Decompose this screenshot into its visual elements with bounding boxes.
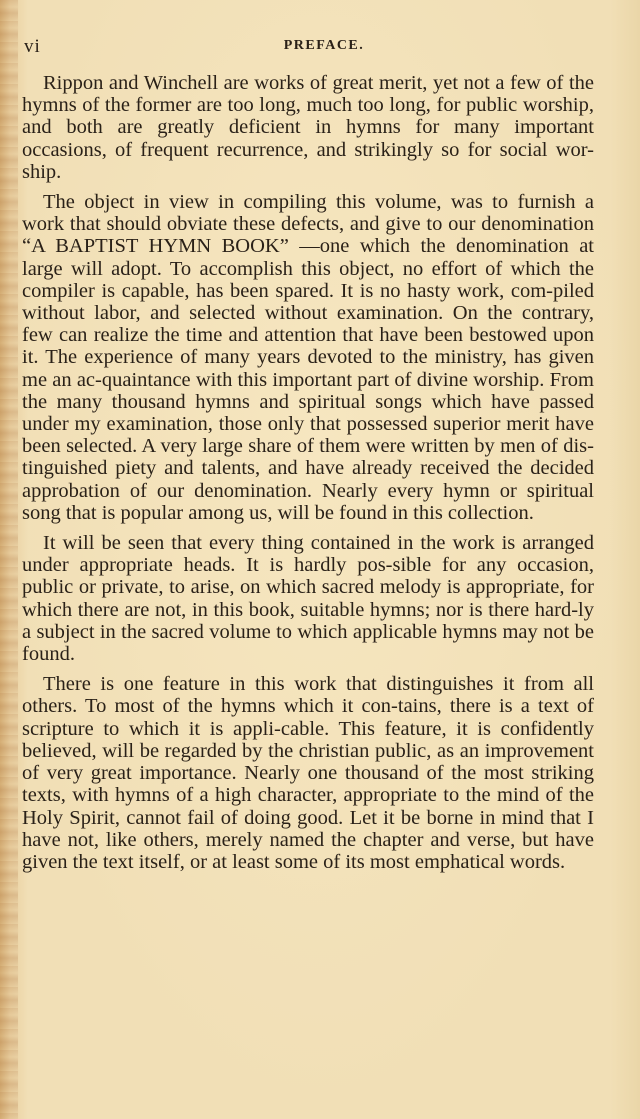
- page-header: [24, 36, 624, 60]
- preface-body: [22, 72, 594, 881]
- page-edge-stain: [0, 0, 18, 1119]
- paragraph-2: The object in view in compiling this volume, was to furnish a work that should obviate these defects, and give to our denomination “A BAPTIST HYMN BOOK” —one which the denomination at large will adopt. To accomplish this object, no effort of which the compiler is capable, has been spared. It is no hasty work, com-piled without labor, and selected without examination. On the contrary, few can realize the time and attention that have been bestowed upon it. The experience of many years devoted to the ministry, has given me an ac-quaintance with this important part of divine worship. From the many thousand hymns and spiritual songs which have passed under my examination, those only that possessed superior merit have been selected. A very large share of them were written by men of dis-tinguished piety and talents, and have already received the decided approbation of our denomination. Nearly every hymn or spiritual song that is popular among us, will be found in this collection.: [22, 191, 594, 524]
- paragraph-3: It will be seen that every thing contained in the work is arranged under appropriate heads. It is hardly pos-sible for any occasion, public or private, to arise, on which sacred melody is appropriate, for which there are not, in this book, suitable hymns; nor is there hard-ly a subject in the sacred volume to which applicable hymns may not be found.: [22, 532, 594, 666]
- running-head: PREFACE.: [283, 38, 365, 53]
- paragraph-1: Rippon and Winchell are works of great merit, yet not a few of the hymns of the former are too long, much too long, for public worship, and both are greatly deficient in hymns for many important occasions, of frequent recurrence, and strikingly so for social wor-ship.: [22, 72, 594, 183]
- paragraph-4: There is one feature in this work that distinguishes it from all others. To most of the hymns which it con-tains, there is a text of scripture to which it is appli-cable. This feature, it is confidently believed, will be regarded by the christian public, as an improvement of very great importance. Nearly one thousand of the most striking texts, with hymns of a high character, appropriate to the mind of the Holy Spirit, cannot fail of doing good. Let it be borne in mind that I have not, like others, merely named the chapter and verse, but have given the text itself, or at least some of its most emphatical words.: [22, 673, 594, 873]
- page-number: vi: [24, 36, 41, 57]
